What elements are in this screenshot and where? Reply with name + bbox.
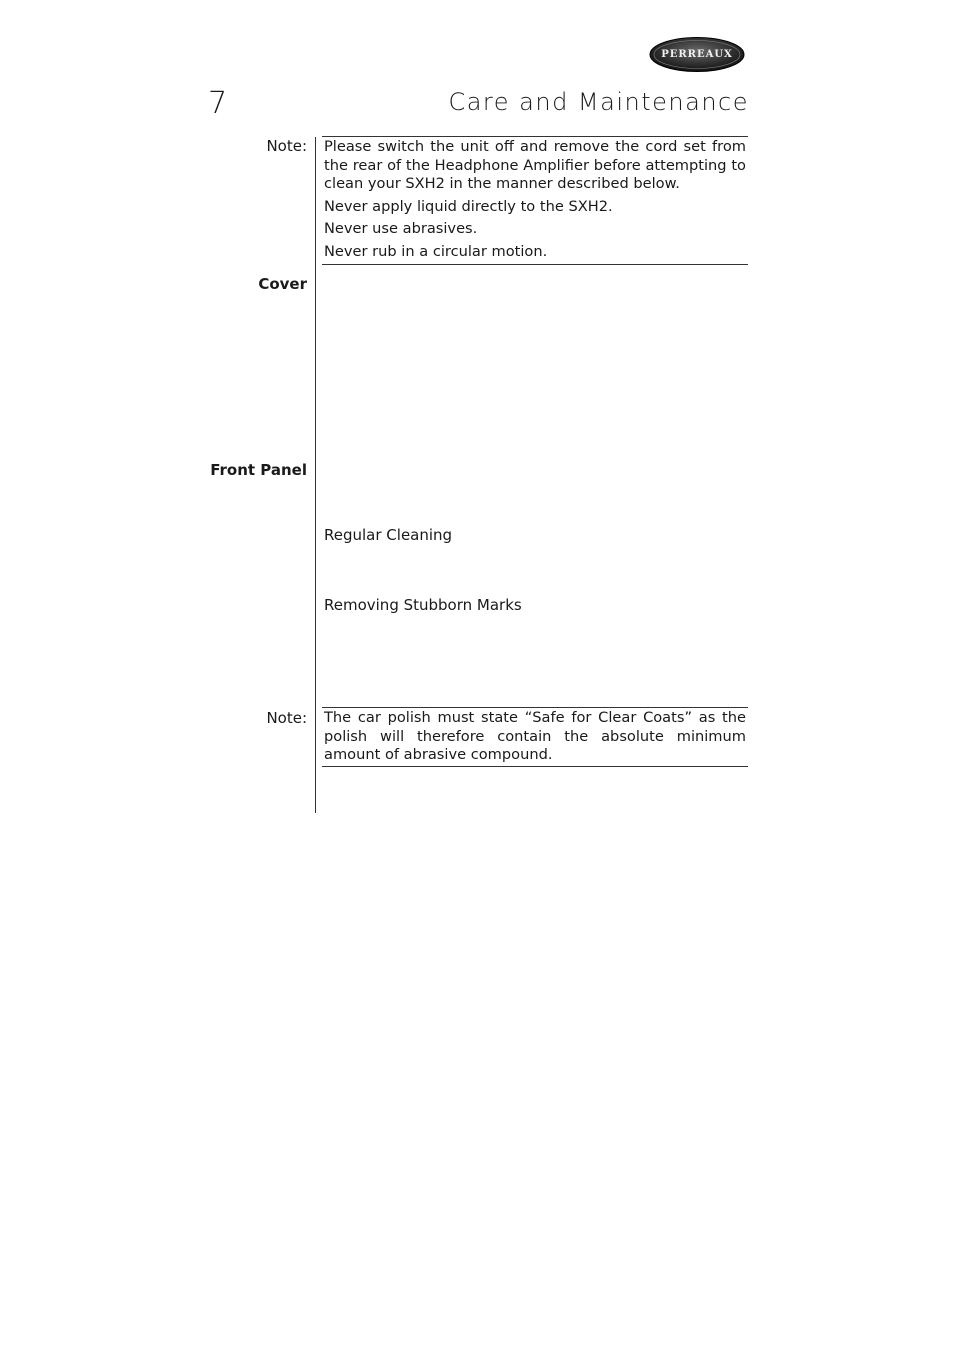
section-heading-front-panel: Front Panel	[210, 461, 307, 479]
note-label: Note:	[266, 137, 307, 155]
note-paragraph: Never use abrasives.	[324, 220, 478, 238]
perreaux-logo	[649, 37, 745, 72]
section-heading-cover: Cover	[258, 275, 307, 293]
subheading-regular-cleaning: Regular Cleaning	[324, 526, 453, 544]
note-paragraph: Please switch the unit off and remove the cord set from the rear of the Headphone Amplifier before attempting to clean your SXH2 in the manner described below.	[324, 138, 746, 193]
note-paragraph: The car polish must state “Safe for Clear Coats” as the polish will therefore contain the absolute minimum amount of abrasive compound.	[324, 709, 746, 764]
note-paragraph: Never rub in a circular motion.	[324, 242, 548, 260]
chapter-number: 7	[208, 86, 229, 121]
note-box-polish	[322, 707, 748, 767]
note-box-warning	[322, 136, 748, 265]
note-label: Note:	[266, 709, 307, 727]
subheading-removing-marks: Removing Stubborn Marks	[324, 596, 522, 614]
note-paragraph: Never apply liquid directly to the SXH2.	[324, 197, 613, 215]
column-divider	[315, 137, 316, 813]
chapter-title: Care and Maintenance	[448, 88, 749, 116]
logo-wordmark: PERREAUX	[661, 49, 733, 60]
